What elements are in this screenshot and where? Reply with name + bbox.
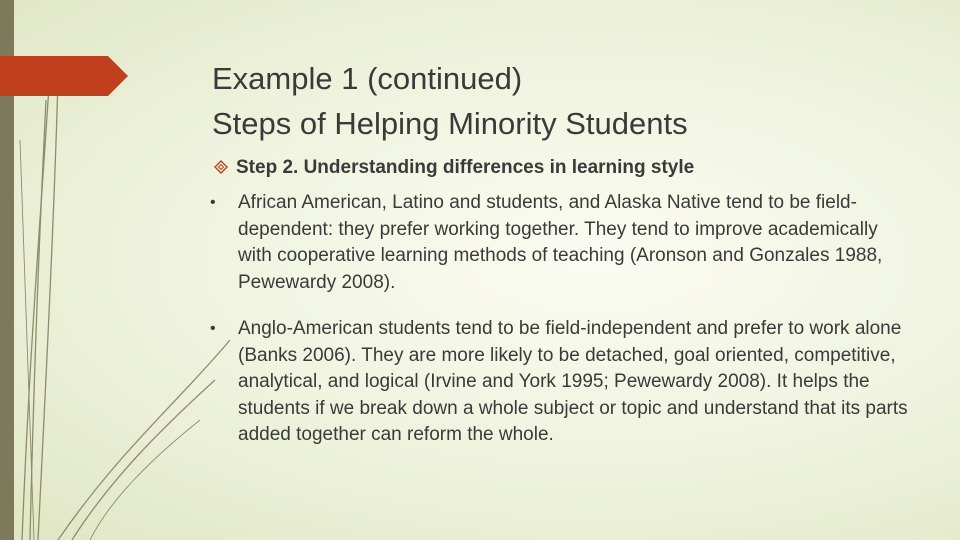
step-heading <box>214 155 914 181</box>
title-line-2: Steps of Helping Minority Students <box>212 106 688 141</box>
bullet-list <box>210 190 910 469</box>
step-heading-text: Step 2. Understanding differences in learning style <box>236 157 695 178</box>
slide-title <box>212 56 912 146</box>
bullet-dot-icon: • <box>210 320 216 337</box>
bullet-dot-icon: • <box>210 194 216 211</box>
bullet-text-2: Anglo-American students tend to be field-independent and prefer to work alone (Banks 2006). They are more likely to be detached, goal oriented, competitive, analytical, and logical (Irvine and York 1995; Pewewardy 2008). It helps the students if we break down a whole subject or topic and understand that its parts added together can reform the whole. <box>238 318 908 445</box>
diamond-bullet-icon <box>214 160 228 174</box>
title-accent-tab <box>0 56 128 96</box>
bullet-item-1 <box>210 190 910 296</box>
title-line-1: Example 1 (continued) <box>212 61 523 96</box>
bullet-item-2 <box>210 316 910 449</box>
bullet-text-1: African American, Latino and students, and Alaska Native tend to be field-dependent: they prefer working together. They tend to improve academically with cooperative learning methods of teaching (Aronson and Gonzales 1988, Pewewardy 2008). <box>238 192 883 293</box>
